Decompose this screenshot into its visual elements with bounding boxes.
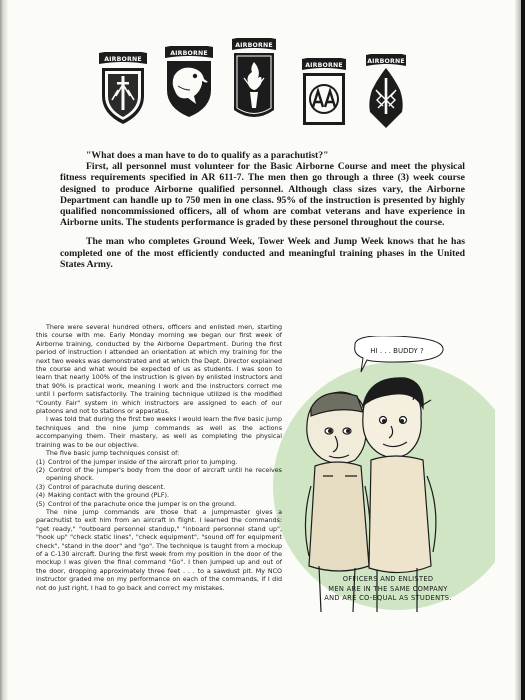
intro-section — [60, 150, 465, 270]
airborne-patches-row — [96, 38, 426, 128]
speech-text: HI . . . BUDDY ? — [370, 347, 424, 355]
column-paragraph-2: I was told that during the first two weeks I would learn the five basic jump techniques and the nine jump commands as well as the actions accompanying them. Their mastery, as well as completing the physical training was to be our objective. — [36, 416, 282, 449]
intro-question: "What does a man have to do to qualify as a parachutist?" — [86, 150, 329, 161]
list-item: (5) Control of the parachute once the jumper is on the ground. — [36, 500, 237, 508]
patch-tab-label: AIRBORNE — [235, 42, 273, 49]
caption-line-2: MEN ARE IN THE SAME COMPANY — [328, 584, 448, 593]
intro-paragraph-1: First, all personnel must volunteer for the Basic Airborne Course and meet the physical fitness requirements specified in AR 611-7. The men then go through a three (3) week course designed to produce Airborne qualified personnel. Although class sizes vary, the Airborne Department can handle up to 750 men in one class. 95% of the instruction is presented by highly qualified noncommissioned officers, all of whom are combat veterans and have experience in Airborne units. The students performance is graded by these personel throughout the course. — [60, 161, 465, 229]
list-item: (1) Control of the jumper inside of the aircraft prior to jumping. — [36, 458, 238, 466]
caption-line-1: OFFICERS AND ENLISTED — [342, 575, 434, 583]
page-right-edge — [521, 0, 525, 700]
page-left-edge-shadow — [0, 0, 8, 700]
patch-tab-label: AIRBORNE — [104, 56, 142, 63]
cartoon-caption — [288, 575, 488, 604]
patch-tab-label: AIRBORNE — [367, 58, 405, 65]
special-forces-arrowhead-patch-icon — [364, 54, 408, 130]
all-american-patch-icon — [300, 58, 348, 128]
column-paragraph-3: The five basic jump techniques consist of: — [46, 450, 180, 458]
intro-paragraph-2: The man who completes Ground Week, Tower Week and Jump Week knows that he has completed one of the most efficiently conducted and meaningful training phases in the United States Army. — [60, 236, 465, 270]
list-item: (4) Making contact with the ground (PLF). — [36, 492, 169, 500]
body-column — [36, 324, 282, 593]
screaming-eagle-patch-icon — [162, 46, 216, 118]
torch-patch-icon — [230, 38, 278, 124]
caption-line-3: AND ARE CO-EQUAL AS STUDENTS. — [324, 594, 452, 603]
list-item: (2) Control of the jumper's body from the door of aircraft until he receives opening shock. — [36, 466, 282, 483]
airborne-division-sword-patch-icon — [96, 52, 150, 126]
patch-tab-label: AIRBORNE — [305, 62, 343, 69]
column-paragraph-4: The nine jump commands are those that a jumpmaster gives a parachutist to exit him from an aircraft in flight. I learned the commands: "get ready," "outboard personnel standup," "inboard personnel stand up", "hook up" "check static lines", "check equipment", "sound off for equipment check", "stand in the door" and "go". The technique is taught from a mockup of a C-130 aircraft. During the first week from my position in the door of the mockup I was given the final command "Go". I then jumped up and out of the door, dropping approximately three feet . . . to a sawdust pit. My NCO instructor graded me on my performance on each of the commands, if I did not do just right, I had to go back and correct my mistakes. — [36, 508, 282, 592]
list-item: (3) Control of parachute during descent. — [36, 483, 166, 491]
column-paragraph-1: There were several hundred others, officers and enlisted men, starting this course with me. Early Monday morning we began our first week of Airborne training, conducted by the Airborne Department. During the first period of instruction I attended an orientation at which my training for the next two weeks was demonstrated and at which the Dept. Director explained the course and what would be expected of us as students. I was soon to learn that nearly 100% of the instruction is given by enlisted instructors and that 90% is practical work, meaning I work and the instructors correct me until I perform satisfactorily. The training technique utilized is the modified "County Fair" system in which instructors are assigned to each of our platoons and not to stations or apparatus. — [36, 324, 282, 416]
patch-tab-label: AIRBORNE — [170, 50, 208, 57]
